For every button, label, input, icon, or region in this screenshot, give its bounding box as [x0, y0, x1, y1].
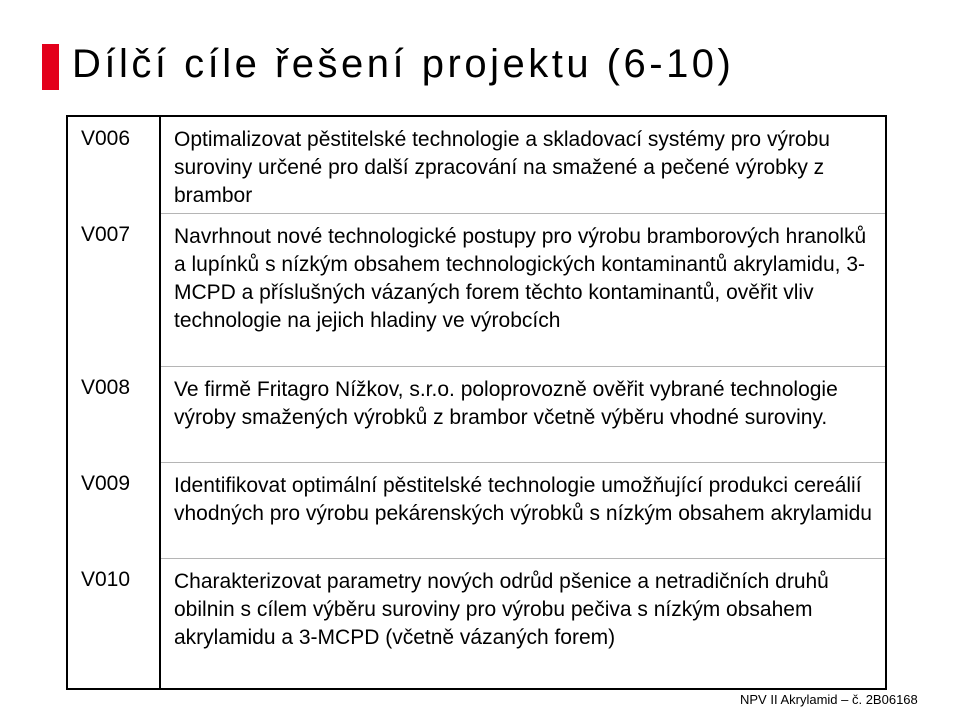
goal-code: V010 — [67, 558, 160, 689]
goal-description: Identifikovat optimální pěstitelské technologie umožňující produkci cereálií vhodných pro výrobu pekárenských výrobků s nízkým obsahem akrylamidu — [160, 462, 886, 558]
table-row — [67, 366, 886, 462]
goal-description: Ve firmě Fritagro Nížkov, s.r.o. poloprovozně ověřit vybrané technologie výroby smažených výrobků z brambor včetně výběru vhodné suroviny. — [160, 366, 886, 462]
table-row — [67, 462, 886, 558]
goal-code: V008 — [67, 366, 160, 462]
goal-code: V009 — [67, 462, 160, 558]
goal-description: Charakterizovat parametry nových odrůd pšenice a netradičních druhů obilnin s cílem výběru suroviny pro výrobu pečiva s nízkým obsahem akrylamidu a 3-MCPD (včetně vázaných forem) — [160, 558, 886, 689]
goal-code: V006 — [67, 116, 160, 213]
goals-table — [66, 115, 887, 690]
footer-project-id: NPV II Akrylamid – č. 2B06168 — [740, 692, 918, 707]
table-row — [67, 213, 886, 366]
title-accent-bar — [42, 44, 59, 90]
table-row — [67, 116, 886, 213]
table-row — [67, 558, 886, 689]
goal-description: Navrhnout nové technologické postupy pro výrobu bramborových hranolků a lupínků s nízkým obsahem technologických kontaminantů akrylamidu, 3-MCPD a příslušných vázaných forem těchto kontaminantů, ověřit vliv technologie na jejich hladiny ve výrobcích — [160, 213, 886, 366]
goal-description: Optimalizovat pěstitelské technologie a skladovací systémy pro výrobu suroviny určené pro další zpracování na smažené a pečené výrobky z brambor — [174, 128, 830, 207]
page-title: Dílčí cíle řešení projektu (6-10) — [72, 42, 735, 86]
goal-code: V007 — [67, 213, 160, 366]
